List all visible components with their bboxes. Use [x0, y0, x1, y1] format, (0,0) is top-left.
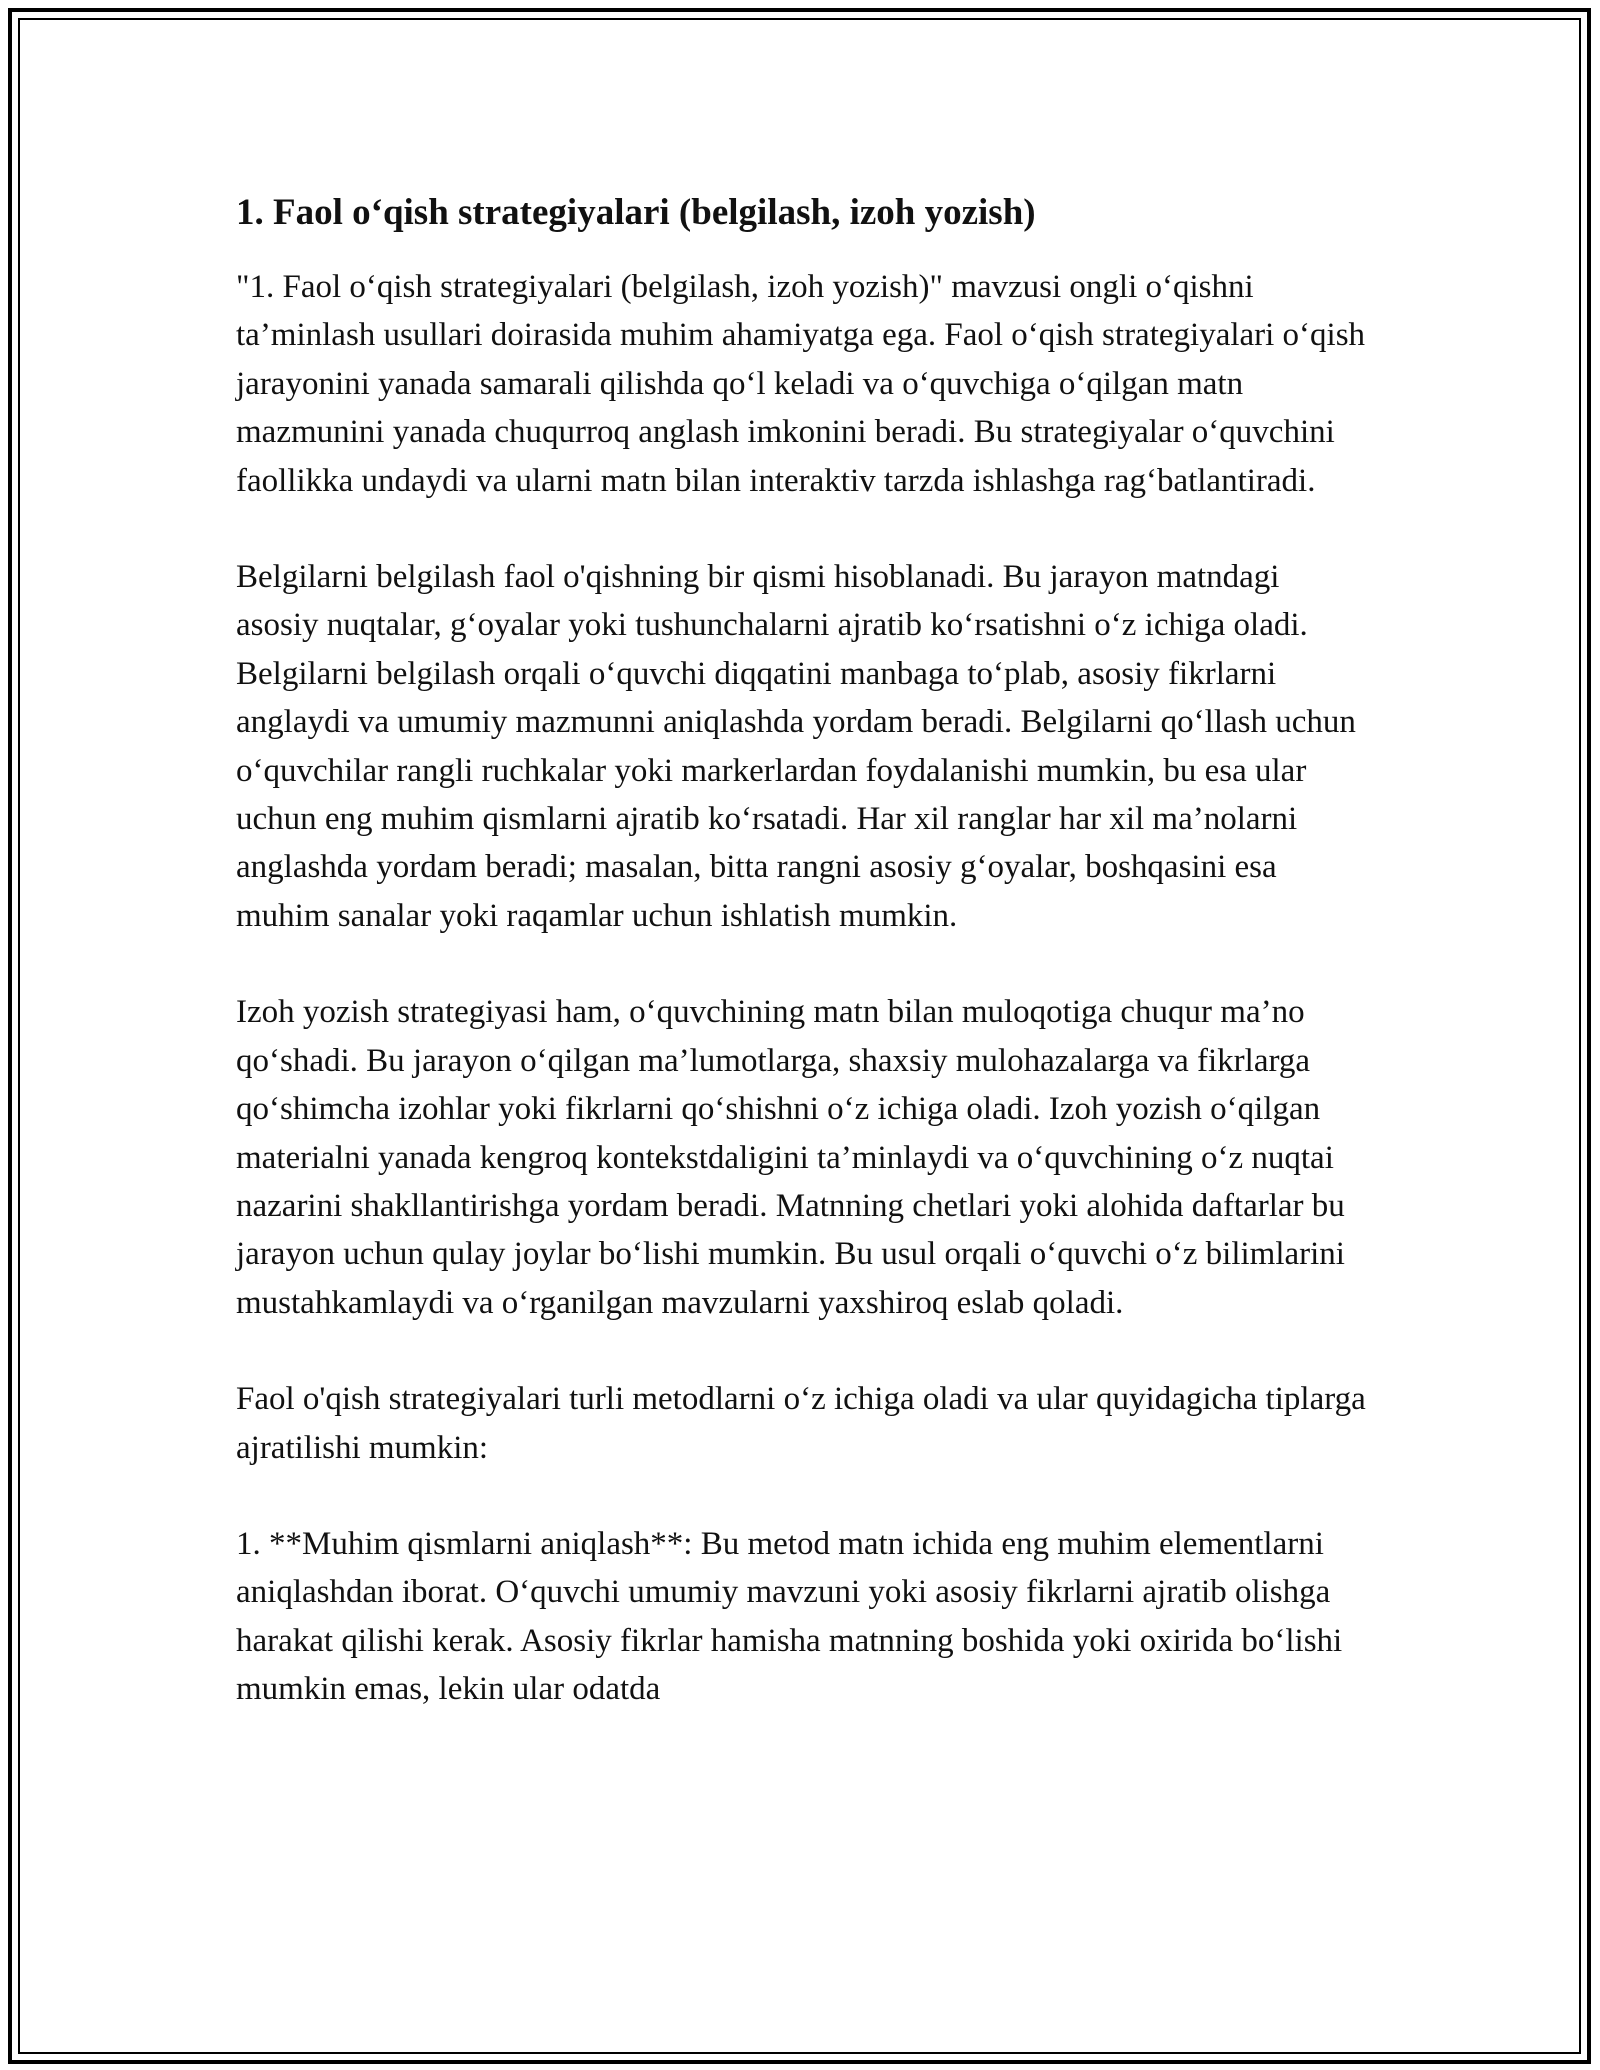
paragraph-marking: Belgilarni belgilash faol o'qishning bir qismi hisoblanadi. Bu jarayon matndagi asosiy nuqtalar, g‘oyalar yoki tushunchalarni ajratib ko‘rsatishni o‘z ichiga oladi. Belgilarni belgilash orqali o‘quvchi diqqatini manbaga to‘plab, asosiy fikrlarni anglaydi va umumiy mazmunni aniqlashda yordam beradi. Belgilarni qo‘llash uchun o‘quvchilar rangli ruchkalar yoki markerlardan foydalanishi mumkin, bu esa ular uchun eng muhim qismlarni ajratib ko‘rsatadi. Har xil ranglar har xil ma’nolarni anglashda yordam beradi; masalan, bitta rangni asosiy g‘oyalar, boshqasini esa muhim sanalar yoki raqamlar uchun ishlatish mumkin.	[236, 559, 1356, 934]
paragraph-intro: "1. Faol o‘qish strategiyalari (belgilash, izoh yozish)" mavzusi ongli o‘qishni ta’minlash usullari doirasida muhim ahamiyatga ega. Faol o‘qish strategiyalari o‘qish jarayonini yanada samarali qilishda qo‘l keladi va o‘quvchiga o‘qilgan matn mazmunini yanada chuqurroq anglash imkonini beradi. Bu strategiyalar o‘quvchini faollikka undaydi va ularni matn bilan interaktiv tarzda ishlashga rag‘batlantiradi.	[236, 269, 1366, 499]
section-heading: 1. Faol o‘qish strategiyalari (belgilash, izoh yozish)	[236, 192, 1036, 233]
document-body	[236, 187, 1366, 1762]
paragraph-method-1: 1. **Muhim qismlarni aniqlash**: Bu metod matn ichida eng muhim elementlarni aniqlashdan iborat. O‘quvchi umumiy mavzuni yoki asosiy fikrlarni ajratib olishga harakat qilishi kerak. Asosiy fikrlar hamisha matnning boshida yoki oxirida bo‘lishi mumkin emas, lekin ular odatda	[236, 1525, 1343, 1708]
paragraph-methods-intro: Faol o'qish strategiyalari turli metodlarni o‘z ichiga oladi va ular quyidagicha tiplarga ajratilishi mumkin:	[236, 1381, 1366, 1466]
paragraph-annotation: Izoh yozish strategiyasi ham, o‘quvchining matn bilan muloqotiga chuqur ma’no qo‘shadi. Bu jarayon o‘qilgan ma’lumotlarga, shaxsiy mulohazalarga va fikrlarga qo‘shimcha izohlar yoki fikrlarni qo‘shishni o‘z ichiga oladi. Izoh yozish o‘qilgan materialni yanada kengroq kontekstdaligini ta’minlaydi va o‘quvchining o‘z nuqtai nazarini shakllantirishga yordam beradi. Matnning chetlari yoki alohida daftarlar bu jarayon uchun qulay joylar bo‘lishi mumkin. Bu usul orqali o‘quvchi o‘z bilimlarini mustahkamlaydi va o‘rganilgan mavzularni yaxshiroq eslab qoladi.	[236, 994, 1345, 1321]
